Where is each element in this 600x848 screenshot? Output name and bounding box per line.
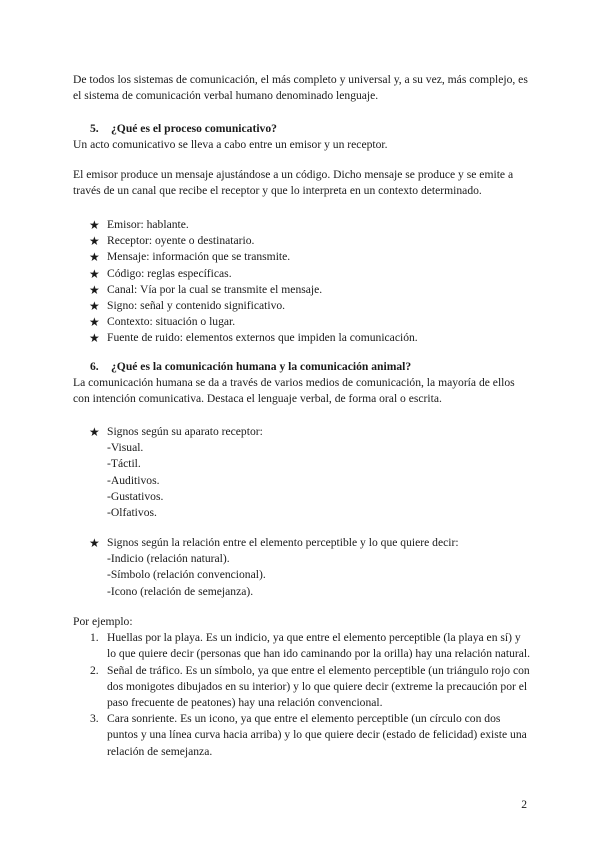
star-bullet-icon: ★	[89, 282, 100, 297]
list-item: ★ Signos según su aparato receptor:	[89, 425, 263, 439]
star-bullet-icon: ★	[89, 250, 100, 265]
list-item: ★ Canal: Vía por la cual se transmite el mensaje.	[89, 282, 323, 297]
sub-item: -Símbolo (relación convencional).	[107, 568, 266, 582]
examples-list	[73, 630, 531, 760]
list-item: ★ Emisor: hablante.	[89, 218, 189, 232]
star-bullet-icon: ★	[89, 425, 100, 439]
sub-item: -Gustativos.	[107, 489, 164, 503]
list-item: ★ Signo: señal y contenido significativo.	[89, 299, 286, 314]
section-5-title: ¿Qué es el proceso comunicativo?	[111, 122, 277, 135]
section-6-heading	[73, 359, 531, 375]
star-bullet-icon: ★	[89, 536, 100, 550]
examples-section	[73, 614, 531, 760]
sub-item: -Olfativos.	[107, 506, 157, 520]
list-item: ★ Contexto: situación o lugar.	[89, 315, 236, 330]
list-item: 3. Cara sonriente. Es un icono, ya que entre el elemento perceptible (un círculo con dos puntos y una línea curva hacia arriba) y lo que quiere decir (estado de felicidad) existe una relación de semejanza.	[90, 712, 527, 758]
star-bullet-icon: ★	[89, 266, 100, 281]
list-item: 1. Huellas por la playa. Es un indicio, ya que entre el elemento perceptible (la playa en sí) y lo que quiere decir (personas que han ido caminando por la orilla) hay una relación natural.	[90, 631, 531, 661]
star-bullet-icon: ★	[89, 299, 100, 314]
section-5-number: 5.	[90, 122, 99, 135]
list-item: ★ Código: reglas específicas.	[89, 266, 232, 281]
receptor-signs-group	[73, 424, 531, 521]
examples-label: Por ejemplo:	[73, 615, 133, 628]
page-number: 2	[521, 798, 527, 811]
section-6-paragraph: La comunicación humana se da a través de varios medios de comunicación, la mayoría de ellos con intención comunicativa. Destaca el lenguaje verbal, de forma oral o escrita.	[73, 376, 515, 406]
section-5-paragraph-1: Un acto comunicativo se lleva a cabo entre un emisor y un receptor.	[73, 138, 388, 151]
list-item: ★ Fuente de ruido: elementos externos que impiden la comunicación.	[89, 331, 418, 346]
section-5-paragraph-2: El emisor produce un mensaje ajustándose a un código. Dicho mensaje se produce y se emite a través de un canal que recibe el receptor y que lo interpreta en un contexto determinado.	[73, 168, 514, 198]
list-item: ★ Receptor: oyente o destinatario.	[89, 234, 255, 249]
sub-item: -Auditivos.	[107, 473, 160, 487]
list-item: 2. Señal de tráfico. Es un símbolo, ya que entre el elemento perceptible (un triángulo rojo con dos monigotes dibujados en su interior) y lo que quiere decir (extreme la precaución por el paso frecuente de peatones) hay una relación convencional.	[90, 663, 530, 710]
intro-paragraph: De todos los sistemas de comunicación, el más completo y universal y, a su vez, más complejo, es el sistema de comunicación verbal humano denominado lenguaje.	[73, 73, 528, 103]
star-bullet-icon: ★	[89, 315, 100, 330]
star-bullet-icon: ★	[89, 218, 100, 232]
section-6-title: ¿Qué es la comunicación humana y la comunicación animal?	[111, 360, 412, 373]
list-item: ★ Signos según la relación entre el elemento perceptible y lo que quiere decir:	[89, 536, 459, 550]
sub-item: -Visual.	[107, 441, 144, 455]
section-5-heading	[73, 121, 531, 137]
star-bullet-icon: ★	[89, 331, 100, 346]
sub-item: -Táctil.	[107, 457, 141, 471]
process-elements-list	[73, 217, 531, 347]
sub-item: -Icono (relación de semejanza).	[107, 584, 254, 598]
section-6-number: 6.	[90, 360, 99, 373]
relation-signs-group	[73, 535, 531, 600]
star-bullet-icon: ★	[89, 234, 100, 249]
list-item: ★ Mensaje: información que se transmite.	[89, 250, 291, 265]
sub-item: -Indicio (relación natural).	[107, 552, 230, 566]
